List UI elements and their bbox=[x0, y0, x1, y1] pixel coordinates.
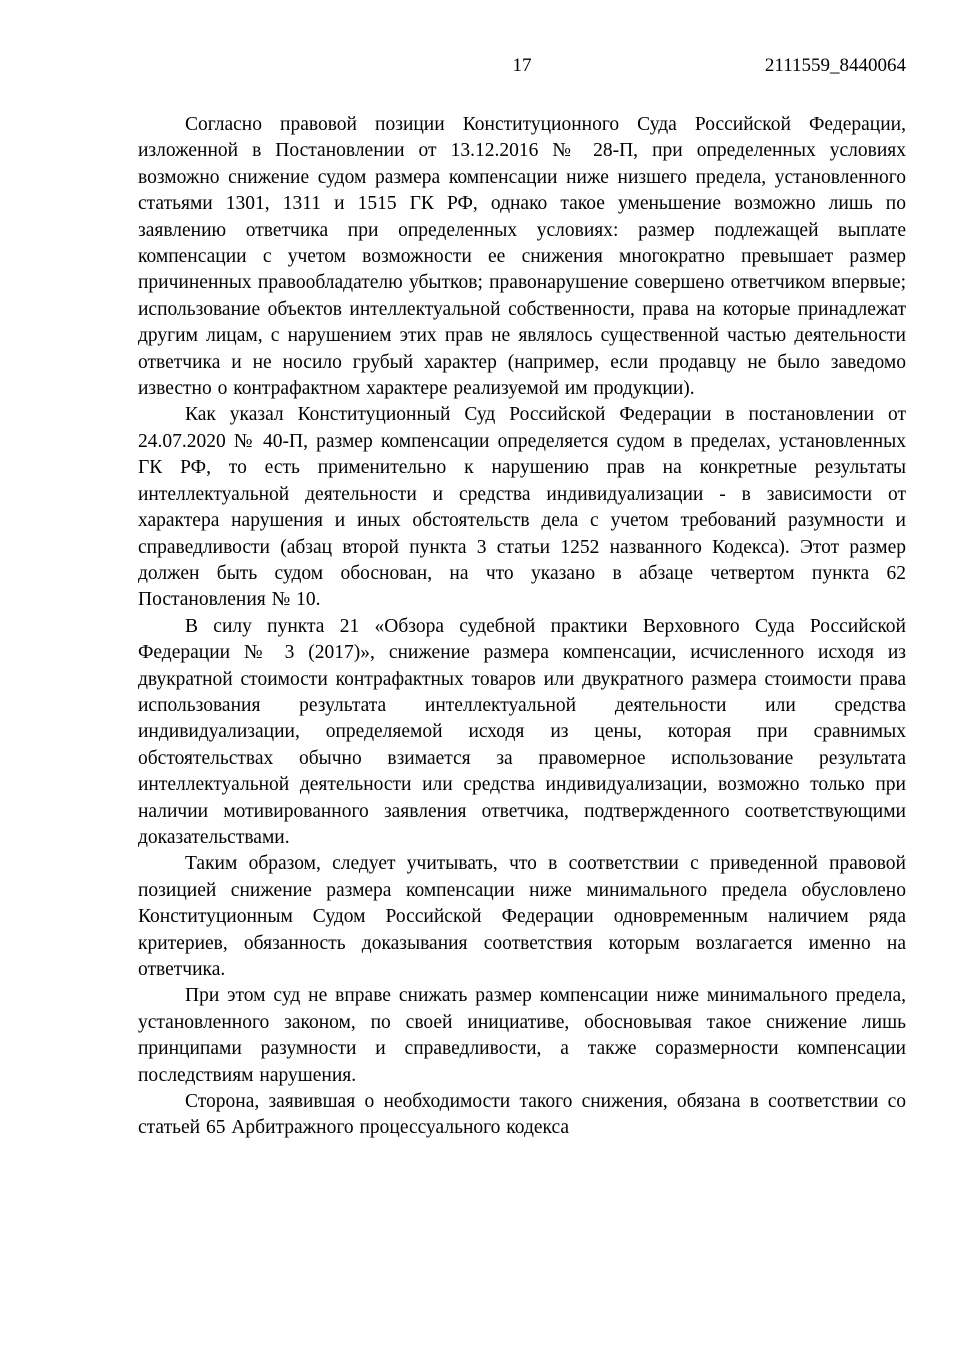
document-body bbox=[138, 112, 906, 1142]
document-id: 2111559_8440064 bbox=[764, 55, 906, 76]
paragraph-resolution-40p: Как указал Конституционный Суд Российской Федерации в постановлении от 24.07.2020 № 40-П, размер компенсации определяется судом в пределах, установленных ГК РФ, то есть применительно к нарушению прав на конкретные результаты интеллектуальной деятельности и средства индивидуализации - в зависимости от характера нарушения и иных обстоятельств дела с учетом требований разумности и справедливости (абзац второй пункта 3 статьи 1252 названного Кодекса). Этот размер должен быть судом обоснован, на что указано в абзаце четвертом пункта 62 Постановления № 10. bbox=[138, 404, 906, 611]
paragraph-party-obligation: Сторона, заявившая о необходимости такого снижения, обязана в соответствии со статьей 65 Арбитражного процессуального кодекса bbox=[138, 1091, 906, 1139]
paragraph-constitutional-court-28p: Согласно правовой позиции Конституционного Суда Российской Федерации, изложенной в Постановлении от 13.12.2016 № 28-П, при определенных условиях возможно снижение судом размера компенсации ниже низшего предела, установленного статьями 1301, 1311 и 1515 ГК РФ, однако такое уменьшение возможно лишь по заявлению ответчика при определенных условиях: размер подлежащей выплате компенсации с учетом возможности ее снижения многократно превышает размер причиненных правообладателю убытков; правонарушение совершено ответчиком впервые; использование объектов интеллектуальной собственности, права на которые принадлежат другим лицам, с нарушением этих прав не являлось существенной частью деятельности ответчика и не носило грубый характер (например, если продавцу не было заведомо известно о контрафактном характере реализуемой им продукции). bbox=[138, 114, 906, 400]
paragraph-criteria-burden-of-proof: Таким образом, следует учитывать, что в соответствии с приведенной правовой позицией снижение размера компенсации ниже минимального предела обусловлено Конституционным Судом Российской Федерации одновременным наличием ряда критериев, обязанность доказывания соответствия которым возлагается именно на ответчика. bbox=[138, 853, 906, 980]
page-number: 17 bbox=[512, 55, 532, 76]
paragraph-review-point-21: В силу пункта 21 «Обзора судебной практики Верховного Суда Российской Федерации № 3 (2017)», снижение размера компенсации, исчисленного исходя из двукратной стоимости контрафактных товаров или двукратного размера стоимости права использования результата интеллектуальной деятельности или средства индивидуализации, определяемой исходя из цены, которая при сравнимых обстоятельствах обычно взимается за правомерное использование результата интеллектуальной деятельности или средства индивидуализации, возможно только при наличии мотивированного заявления ответчика, подтвержденного соответствующими доказательствами. bbox=[138, 615, 906, 848]
page-header bbox=[138, 53, 906, 79]
paragraph-court-not-entitled: При этом суд не вправе снижать размер компенсации ниже минимального предела, установленного законом, по своей инициативе, обосновывая такое снижение лишь принципами разумности и справедливости, а также соразмерности компенсации последствиям нарушения. bbox=[138, 985, 906, 1086]
